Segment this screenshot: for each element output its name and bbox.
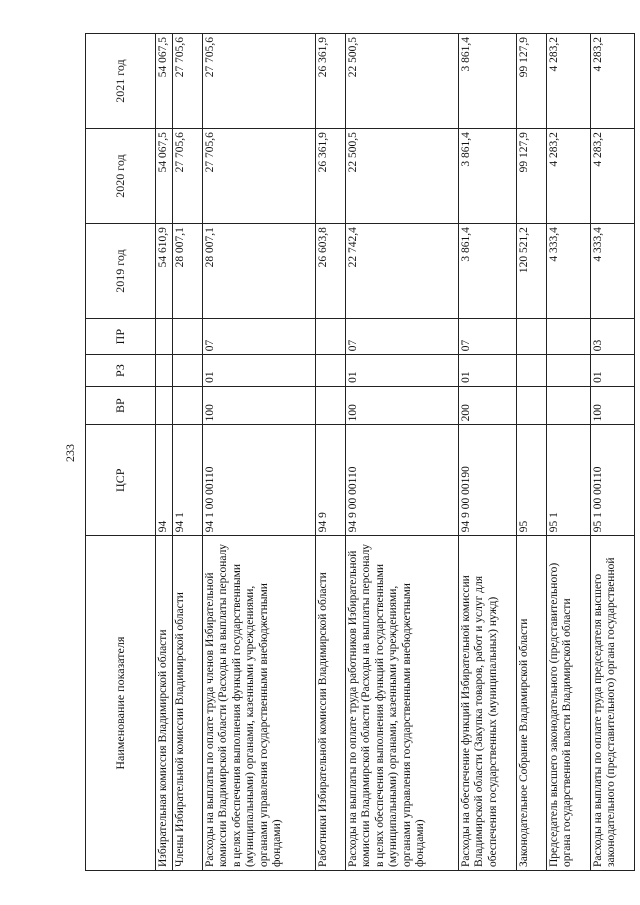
cell-csr: 94 9 00 00110 xyxy=(345,425,458,536)
cell-rz xyxy=(172,355,202,387)
cell-name: Работники Избирательной комиссии Владимирской области xyxy=(315,536,345,871)
cell-2019: 3 861,4 xyxy=(458,224,516,319)
cell-pr: 07 xyxy=(458,319,516,355)
cell-csr: 95 1 xyxy=(546,425,590,536)
cell-csr: 95 xyxy=(516,425,546,536)
cell-name: Законодательное Собрание Владимирской области xyxy=(516,536,546,871)
cell-2019: 120 521,2 xyxy=(516,224,546,319)
cell-name: Избирательная комиссия Владимирской области xyxy=(156,536,173,871)
cell-rz: 01 xyxy=(202,355,315,387)
cell-pr xyxy=(516,319,546,355)
cell-csr: 94 9 00 00190 xyxy=(458,425,516,536)
cell-vr: 100 xyxy=(345,386,458,424)
cell-2019: 28 007,1 xyxy=(172,224,202,319)
budget-table xyxy=(85,33,635,871)
table-row xyxy=(590,34,634,871)
cell-2020: 22 500,5 xyxy=(345,129,458,224)
cell-2021: 26 361,9 xyxy=(315,34,345,129)
cell-csr: 94 9 xyxy=(315,425,345,536)
cell-pr: 07 xyxy=(202,319,315,355)
cell-pr xyxy=(546,319,590,355)
header-2020: 2020 год xyxy=(86,129,156,224)
cell-2021: 3 861,4 xyxy=(458,34,516,129)
cell-csr: 94 1 xyxy=(172,425,202,536)
table-row xyxy=(345,34,458,871)
table-row xyxy=(315,34,345,871)
cell-2019: 4 333,4 xyxy=(546,224,590,319)
rotated-table-container xyxy=(85,33,618,871)
cell-vr xyxy=(315,386,345,424)
cell-name: Расходы на обеспечение функций Избирательной комиссии Владимирской области (Закупка товаров, работ и услуг для обеспечения государственных (муниципальных) нужд) xyxy=(458,536,516,871)
cell-pr: 03 xyxy=(590,319,634,355)
cell-rz xyxy=(156,355,173,387)
header-name: Наименование показателя xyxy=(86,536,156,871)
cell-pr xyxy=(156,319,173,355)
cell-pr xyxy=(315,319,345,355)
cell-vr: 100 xyxy=(590,386,634,424)
cell-csr: 94 1 00 00110 xyxy=(202,425,315,536)
cell-2021: 27 705,6 xyxy=(172,34,202,129)
cell-2021: 54 067,5 xyxy=(156,34,173,129)
cell-name: Расходы на выплаты по оплате труда председателя высшего законодательного (представительного) органа государственной xyxy=(590,536,634,871)
cell-2021: 99 127,9 xyxy=(516,34,546,129)
cell-2019: 54 610,9 xyxy=(156,224,173,319)
cell-rz xyxy=(516,355,546,387)
cell-2020: 27 705,6 xyxy=(202,129,315,224)
cell-2019: 26 603,8 xyxy=(315,224,345,319)
table-row xyxy=(202,34,315,871)
header-vr: ВР xyxy=(86,386,156,424)
cell-rz xyxy=(315,355,345,387)
page-number: 233 xyxy=(63,444,77,462)
cell-csr: 95 1 00 00110 xyxy=(590,425,634,536)
header-2019: 2019 год xyxy=(86,224,156,319)
cell-vr: 100 xyxy=(202,386,315,424)
cell-2020: 4 283,2 xyxy=(590,129,634,224)
cell-vr xyxy=(516,386,546,424)
cell-2021: 4 283,2 xyxy=(590,34,634,129)
header-2021: 2021 год xyxy=(86,34,156,129)
cell-name: Расходы на выплаты по оплате труда членов Избирательной комиссии Владимирской области (Расходы на выплаты персоналу в целях обеспечения выполнения функций государственными (муниципальными) органами, казенными учреждениями, органами управления государственными внебюджетными фондами) xyxy=(202,536,315,871)
cell-vr xyxy=(546,386,590,424)
cell-2020: 3 861,4 xyxy=(458,129,516,224)
cell-2020: 26 361,9 xyxy=(315,129,345,224)
cell-name: Члены Избирательной комиссии Владимирской области xyxy=(172,536,202,871)
table-row xyxy=(458,34,516,871)
cell-name: Расходы на выплаты по оплате труда работников Избирательной комиссии Владимирской области (Расходы на выплаты персоналу в целях обеспечения выполнения функций государственными (муниципальными) органами, казенными учреждениями, органами управления государственными внебюджетными фондами) xyxy=(345,536,458,871)
table-header-row xyxy=(86,34,156,871)
cell-2020: 4 283,2 xyxy=(546,129,590,224)
cell-rz: 01 xyxy=(590,355,634,387)
cell-vr xyxy=(172,386,202,424)
header-rz: РЗ xyxy=(86,355,156,387)
cell-2021: 22 500,5 xyxy=(345,34,458,129)
cell-rz: 01 xyxy=(458,355,516,387)
table-row xyxy=(172,34,202,871)
cell-2020: 99 127,9 xyxy=(516,129,546,224)
header-csr: ЦСР xyxy=(86,425,156,536)
table-row xyxy=(546,34,590,871)
cell-2020: 54 067,5 xyxy=(156,129,173,224)
table-row xyxy=(516,34,546,871)
cell-name: Председатель высшего законодательного (представительного) органа государственной власти Владимирской области xyxy=(546,536,590,871)
cell-2020: 27 705,6 xyxy=(172,129,202,224)
cell-2021: 27 705,6 xyxy=(202,34,315,129)
cell-pr: 07 xyxy=(345,319,458,355)
cell-2019: 4 333,4 xyxy=(590,224,634,319)
cell-rz: 01 xyxy=(345,355,458,387)
cell-vr: 200 xyxy=(458,386,516,424)
cell-2019: 22 742,4 xyxy=(345,224,458,319)
cell-2021: 4 283,2 xyxy=(546,34,590,129)
header-pr: ПР xyxy=(86,319,156,355)
cell-vr xyxy=(156,386,173,424)
cell-rz xyxy=(546,355,590,387)
cell-2019: 28 007,1 xyxy=(202,224,315,319)
cell-csr: 94 xyxy=(156,425,173,536)
cell-pr xyxy=(172,319,202,355)
table-row xyxy=(156,34,173,871)
